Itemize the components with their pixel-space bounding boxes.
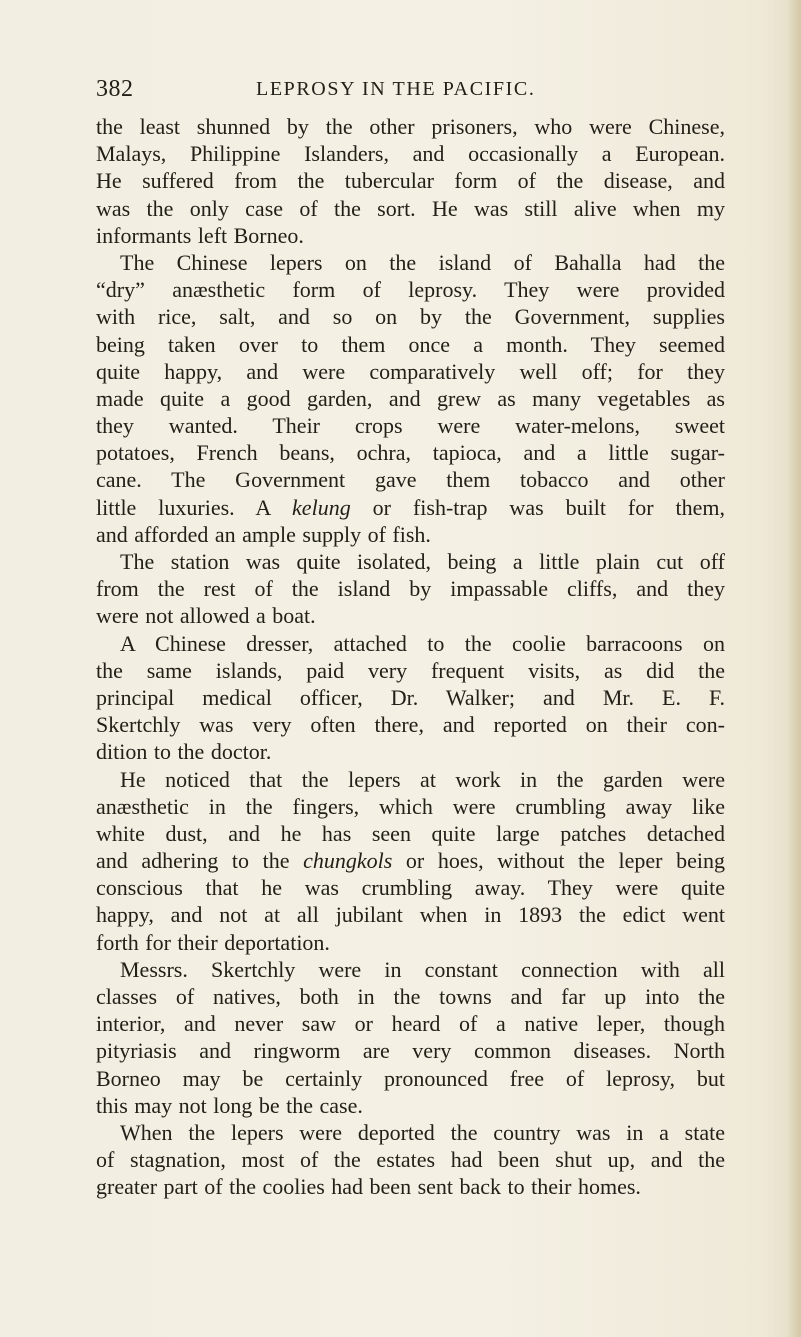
text-line: interior, and never saw or heard of a native leper, though <box>96 1011 725 1037</box>
body-text <box>96 113 725 1201</box>
running-head: LEPROSY IN THE PACIFIC. <box>256 78 536 100</box>
text-line: made quite a good garden, and grew as many vegetables as <box>96 385 725 411</box>
text-line: conscious that he was crumbling away. They were quite <box>96 875 725 901</box>
text-segment: or hoes, without the leper being <box>392 848 725 874</box>
text-line: He suffered from the tubercular form of the disease, and <box>96 168 725 194</box>
text-line: cane. The Government gave them tobacco and other <box>96 467 725 493</box>
text-line: A Chinese dresser, attached to the coolie barracoons on <box>120 630 725 656</box>
italic-term: chungkols <box>303 848 393 874</box>
text-line: pityriasis and ringworm are very common diseases. North <box>96 1038 725 1064</box>
text-line: dition to the doctor. <box>96 739 272 765</box>
text-line: greater part of the coolies had been sent back to their homes. <box>96 1174 641 1200</box>
text-line: Malays, Philippine Islanders, and occasionally a European. <box>96 141 725 167</box>
text-line: with rice, salt, and so on by the Government, supplies <box>96 304 725 330</box>
text-line: Messrs. Skertchly were in constant connection with all <box>120 956 725 982</box>
text-line: informants left Borneo. <box>96 222 304 248</box>
text-line: happy, and not at all jubilant when in 1893 the edict went <box>96 902 725 928</box>
text-segment: or fish-trap was built for them, <box>350 494 725 520</box>
text-line: of stagnation, most of the estates had been shut up, and the <box>96 1147 725 1173</box>
page-header <box>96 76 724 106</box>
text-line: were not allowed a boat. <box>96 603 316 629</box>
text-line: the same islands, paid very frequent visits, as did the <box>96 657 725 683</box>
text-line: forth for their deportation. <box>96 929 330 955</box>
text-line: potatoes, French beans, ochra, tapioca, and a little sugar- <box>96 440 725 466</box>
text-line: the least shunned by the other prisoners, who were Chinese, <box>96 114 725 139</box>
text-line: white dust, and he has seen quite large patches detached <box>96 820 725 846</box>
text-line: He noticed that the lepers at work in the garden were <box>120 766 725 792</box>
text-line: and afforded an ample supply of fish. <box>96 521 431 547</box>
text-line: Skertchly was very often there, and reported on their con- <box>96 712 725 738</box>
italic-term: kelung <box>292 494 351 520</box>
text-line: classes of natives, both in the towns and far up into the <box>96 984 725 1009</box>
text-line: Borneo may be certainly pronounced free of leprosy, but <box>96 1065 725 1091</box>
text-line: anæsthetic in the fingers, which were crumbling away like <box>96 793 725 819</box>
text-line: When the lepers were deported the country was in a state <box>120 1119 725 1145</box>
text-line: being taken over to them once a month. They seemed <box>96 331 725 357</box>
text-segment: and adhering to the <box>96 848 304 874</box>
text-line: they wanted. Their crops were water-melons, sweet <box>96 413 725 439</box>
page-edge-shadow <box>787 0 801 1337</box>
text-segment: little luxuries. A <box>96 494 293 520</box>
page-number: 382 <box>96 76 134 102</box>
text-line: quite happy, and were comparatively well off; for they <box>96 358 725 384</box>
text-line: this may not long be the case. <box>96 1092 363 1118</box>
text-line <box>96 847 725 874</box>
text-line: was the only case of the sort. He was still alive when my <box>96 195 725 221</box>
text-line: The station was quite isolated, being a little plain cut off <box>120 549 725 574</box>
text-line: principal medical officer, Dr. Walker; and Mr. E. F. <box>96 684 725 710</box>
text-line: “dry” anæsthetic form of leprosy. They were provided <box>96 277 725 303</box>
text-line: The Chinese lepers on the island of Bahalla had the <box>120 249 725 275</box>
text-line <box>96 494 725 521</box>
text-line: from the rest of the island by impassable cliffs, and they <box>96 576 725 602</box>
